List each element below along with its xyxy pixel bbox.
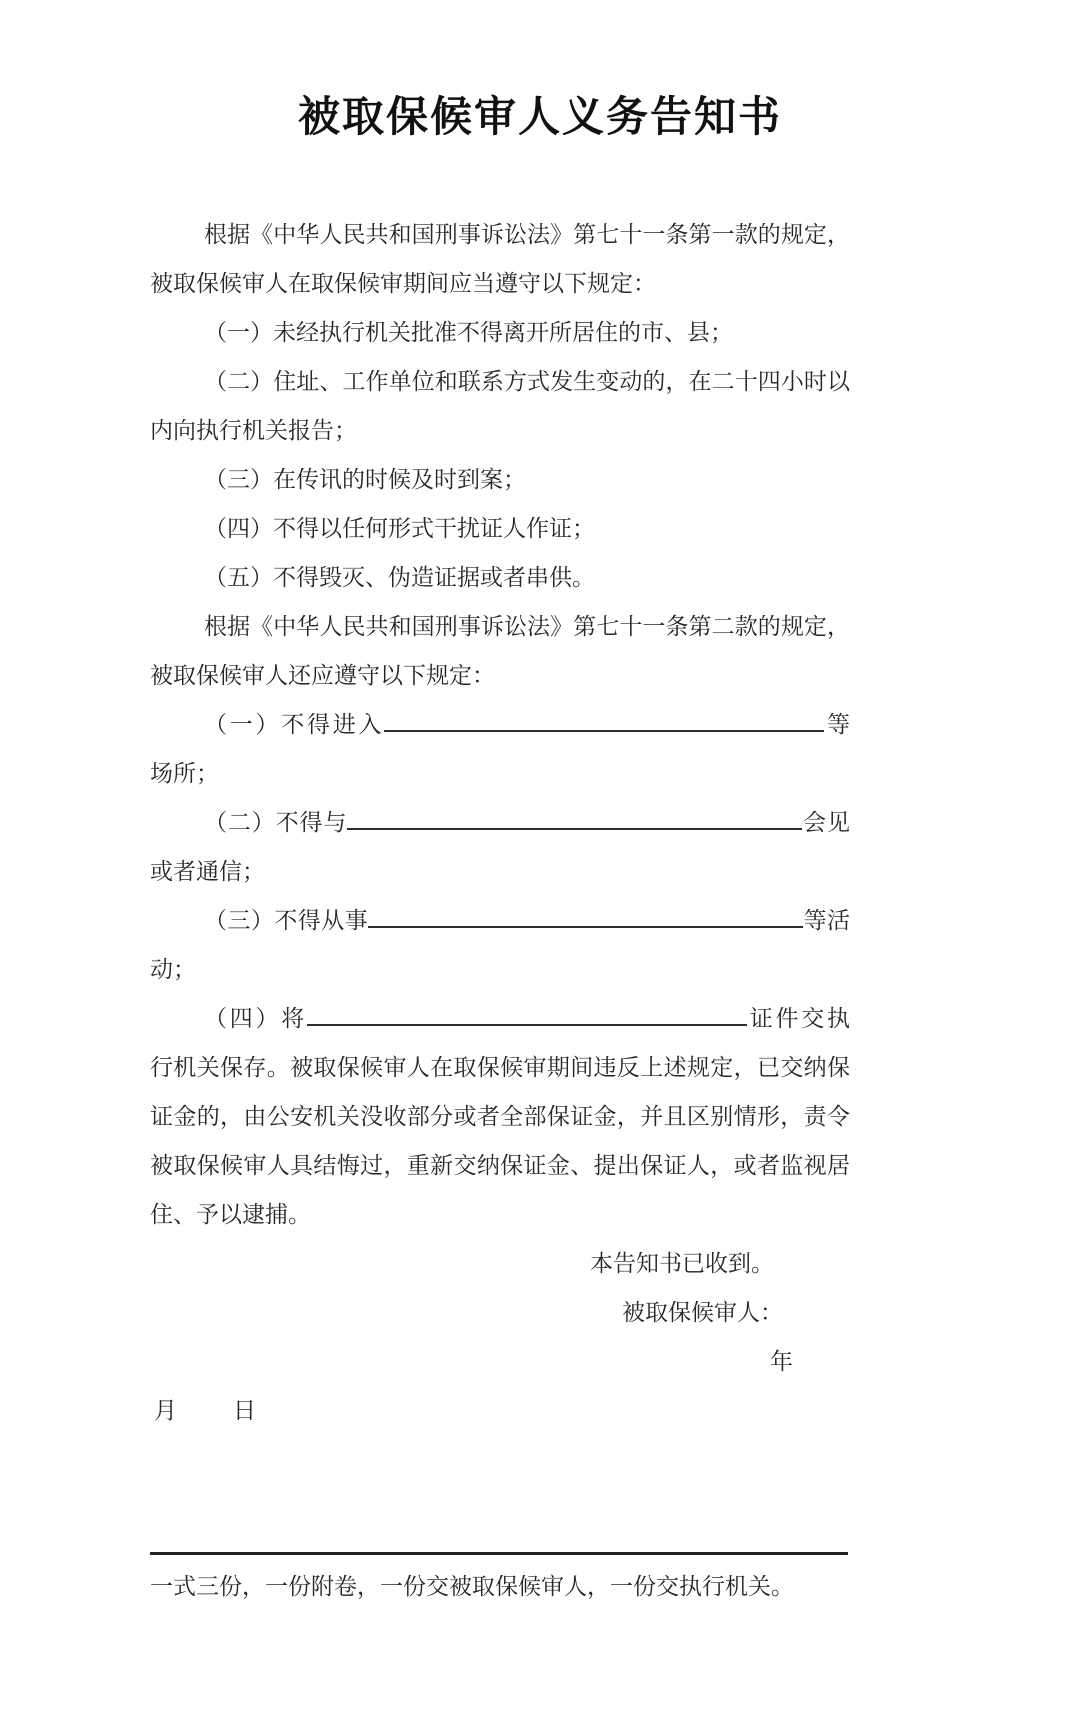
date-year-line [770, 1337, 850, 1386]
part2-item-3-prefix: （三）不得从事 [204, 908, 369, 933]
part2-item-2-suffix: 会见或者通信； [150, 810, 850, 884]
signee-label: 被取保候审人： [622, 1300, 783, 1325]
fill-in-blank-documents [307, 1001, 747, 1026]
document-footer [150, 1552, 848, 1607]
fill-in-blank-forbidden-places [384, 707, 824, 732]
part2-item-4-suffix: 证件交执行机关保存。被取保候审人在取保候审期间违反上述规定，已交纳保证金的，由公安机关没收部分或者全部保证金，并且区别情形，责令被取保候审人具结悔过，重新交纳保证金、提出保证人，或者监视居住、予以逮捕。 [150, 1006, 850, 1227]
part2-item-4-prefix: （四）将 [204, 1006, 307, 1031]
part1-item-3: （三）在传讯的时候及时到案； [204, 467, 526, 492]
part1-item-5: （五）不得毁灭、伪造证据或者串供。 [204, 565, 595, 590]
part1-item-2: （二）住址、工作单位和联系方式发生变动的，在二十四小时以内向执行机关报告； [150, 369, 850, 443]
receipt-statement: 本告知书已收到。 [590, 1251, 774, 1276]
fill-in-blank-forbidden-activities [368, 903, 803, 928]
part2-item-1 [150, 700, 850, 798]
day-label: 日 [233, 1398, 256, 1423]
fill-in-blank-forbidden-persons [347, 805, 802, 830]
part2-item-1-suffix: 等场所； [150, 712, 850, 786]
document-body [150, 210, 850, 1435]
part2-item-3-suffix: 等活动； [150, 908, 851, 982]
part2-item-2 [150, 798, 850, 896]
footer-divider [150, 1552, 848, 1555]
part2-item-1-prefix: （一）不得进入 [204, 712, 385, 737]
part2-item-4 [150, 994, 850, 1239]
part1-item-4: （四）不得以任何形式干扰证人作证； [204, 516, 595, 541]
distribution-note: 一式三份，一份附卷，一份交被取保候审人，一份交执行机关。 [150, 1574, 794, 1599]
year-label: 年 [770, 1349, 793, 1374]
date-month-day-line [154, 1386, 850, 1435]
intro-paragraph-1: 根据《中华人民共和国刑事诉讼法》第七十一条第一款的规定，被取保候审人在取保候审期间应当遵守以下规定： [150, 222, 850, 296]
part1-item-1: （一）未经执行机关批准不得离开所居住的市、县； [204, 320, 733, 345]
month-label: 月 [154, 1398, 177, 1423]
page-title: 被取保候审人义务告知书 [297, 95, 782, 141]
part2-item-2-prefix: （二）不得与 [204, 810, 348, 835]
part2-item-3 [150, 896, 850, 994]
intro-paragraph-2: 根据《中华人民共和国刑事诉讼法》第七十一条第二款的规定，被取保候审人还应遵守以下规定： [150, 614, 850, 688]
